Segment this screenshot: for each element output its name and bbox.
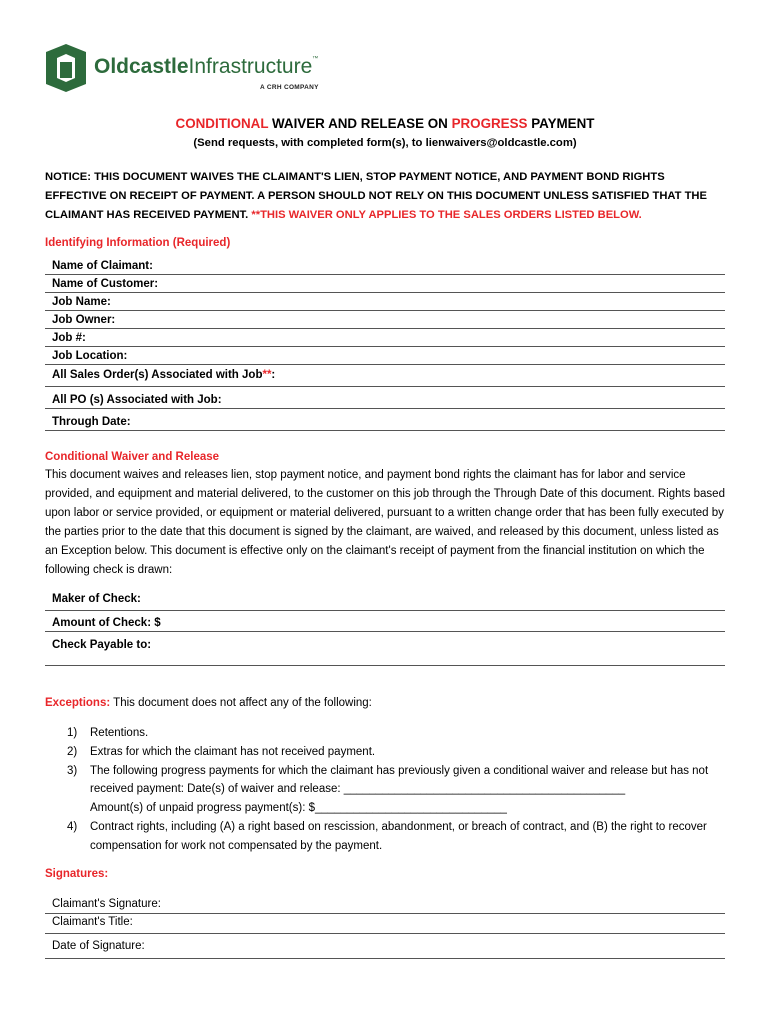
date-of-signature-field[interactable]: Date of Signature: [45,934,725,959]
sales-orders-colon: : [271,369,276,381]
title-payment: PAYMENT [527,116,595,131]
unpaid-amount-text[interactable]: Amount(s) of unpaid progress payment(s): $______________________________ [90,802,507,815]
list-item-text: Retentions. [90,727,149,739]
list-item-text: Contract rights, including (A) a right based on rescission, abandonment, or breach of contract, and (B) the right to recover compensation for work not compensated by the payment. [90,820,707,852]
oldcastle-logo-icon [44,44,88,92]
logo-brand-bold: Oldcastle [94,55,189,78]
list-item-number: 4) [67,820,78,833]
logo-brand-light: Infrastructure [188,55,313,78]
maker-of-check-field[interactable]: Maker of Check: [45,590,725,611]
list-item-number: 2) [67,745,78,758]
claimant-signature-field[interactable]: Claimant's Signature: [45,894,725,914]
exceptions-label: Exceptions: [45,697,111,709]
list-item-text [90,762,725,818]
customer-field[interactable]: Name of Customer: [45,275,725,293]
document-subtitle: (Send requests, with completed form(s), to lienwaivers@oldcastle.com) [193,137,577,149]
po-field[interactable]: All PO (s) Associated with Job: [45,387,725,409]
job-location-field[interactable]: Job Location: [45,347,725,365]
notice-red-text: **THIS WAIVER ONLY APPLIES TO THE SALES ORDERS LISTED BELOW. [251,209,642,221]
amount-of-check-field[interactable]: Amount of Check: $ [45,611,725,632]
identifying-heading: Identifying Information (Required) [45,237,231,249]
signature-fields [45,894,725,959]
notice-paragraph [45,168,725,225]
signatures-heading: Signatures: [45,868,109,880]
title-middle: WAIVER AND RELEASE ON [268,116,452,131]
list-item-number: 3) [67,764,78,777]
document-title [0,116,770,131]
list-item [45,762,725,818]
list-item [45,743,725,762]
exceptions-intro [45,697,372,709]
exceptions-list [45,724,725,856]
job-number-field[interactable]: Job #: [45,329,725,347]
check-fields [45,590,725,666]
job-name-field[interactable]: Job Name: [45,293,725,311]
title-conditional: CONDITIONAL [175,116,269,131]
logo-trademark: ™ [312,56,319,62]
list-item [45,724,725,743]
identifying-fields [45,257,725,431]
job-owner-field[interactable]: Job Owner: [45,311,725,329]
claimant-field[interactable]: Name of Claimant: [45,257,725,275]
logo-tagline: A CRH COMPANY [260,84,319,91]
sales-orders-field[interactable] [45,365,725,387]
title-progress: PROGRESS [451,116,528,131]
list-item-number: 1) [67,727,78,739]
company-logo [44,44,318,92]
waiver-dates-text[interactable]: The following progress payments for which the claimant has previously given a conditional waiver and release but has not received payment: Date(s) of waiver and release: ____________________________________________ [90,764,709,796]
sales-orders-label: All Sales Order(s) Associated with Job [52,369,263,381]
list-item [45,818,725,856]
through-date-field[interactable]: Through Date: [45,409,725,431]
exceptions-text: This document does not affect any of the following: [110,697,372,709]
sales-orders-stars: ** [262,369,272,381]
logo-wordmark [94,56,318,77]
claimant-title-field[interactable]: Claimant's Title: [45,914,725,934]
waiver-heading: Conditional Waiver and Release [45,451,220,463]
waiver-body: This document waives and releases lien, stop payment notice, and payment bond rights the claimant has for labor and service provided, and equipment and material delivered, to the customer on this job through the Through Date of this document. Rights based upon labor or service provided, or equipment or material delivered, pursuant to a written change order that has been fully executed by the parties prior to the date that this document is signed by the claimant, are waived, and released by this document, unless listed as an Exception below. This document is effective only on the claimant's receipt of payment from the financial institution on which the following check is drawn: [45,469,725,576]
notice-text: NOTICE: THIS DOCUMENT WAIVES THE CLAIMANT'S LIEN, STOP PAYMENT NOTICE, AND PAYMENT BOND RIGHTS EFFECTIVE ON RECEIPT OF PAYMENT. A PERSON SHOULD NOT RELY ON THIS DOCUMENT UNLESS SATISFIED THAT THE CLAIMANT HAS RECEIVED PAYMENT. [45,171,707,221]
check-payable-field[interactable]: Check Payable to: [45,632,725,666]
list-item-text: Extras for which the claimant has not received payment. [90,745,376,758]
